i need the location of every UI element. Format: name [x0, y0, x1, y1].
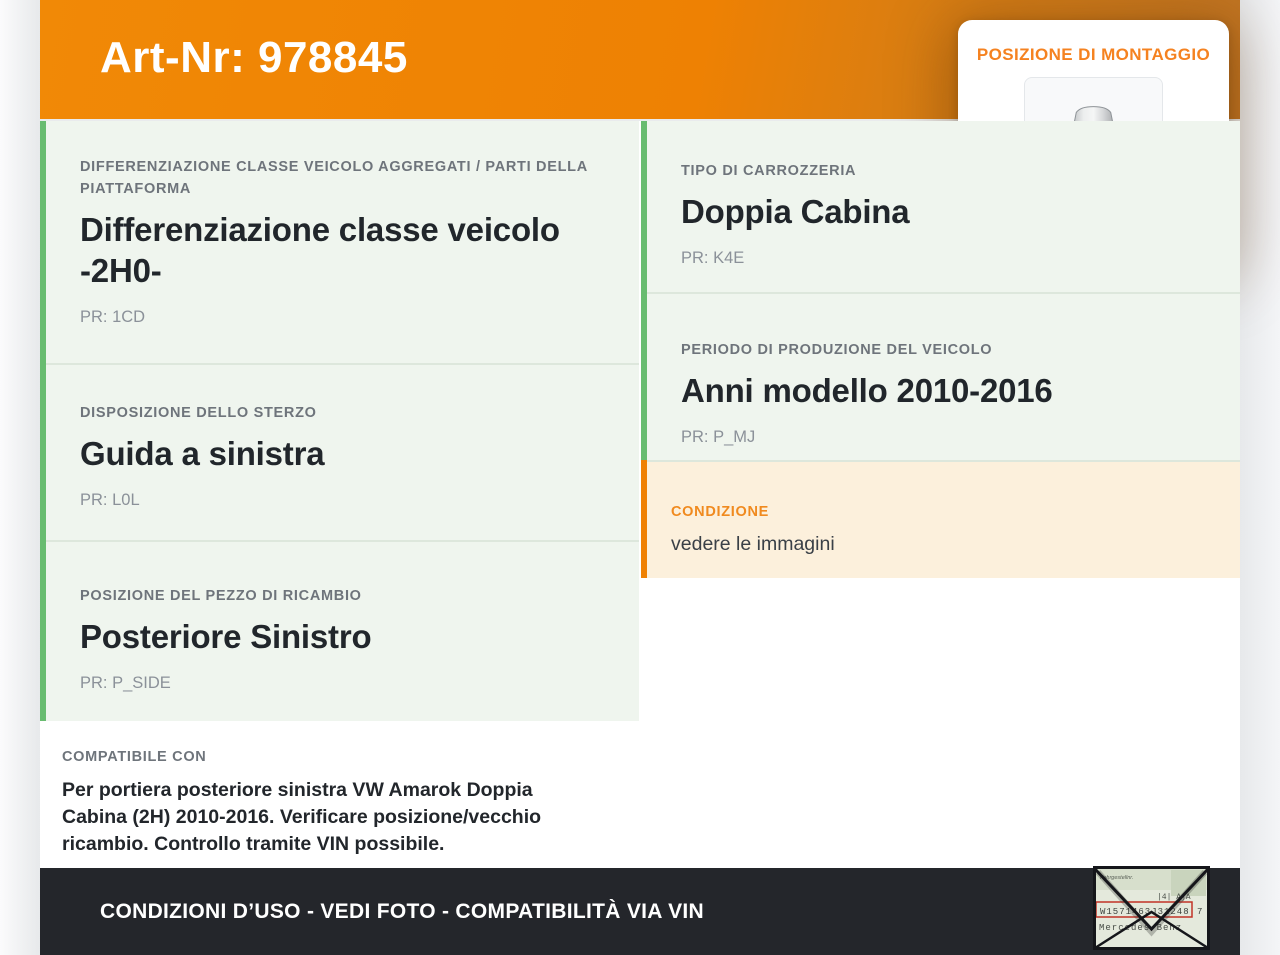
- condition-card: [641, 460, 1240, 578]
- stamp-doc-label: Fahrgestellnr.: [1100, 875, 1134, 881]
- spec-card-steering: [40, 363, 639, 540]
- spec-pr-code: PR: K4E: [681, 248, 745, 267]
- condition-label: CONDIZIONE: [671, 504, 770, 520]
- spec-pr-code: PR: 1CD: [80, 308, 146, 327]
- spec-pr-code: PR: L0L: [80, 490, 140, 509]
- compatibility-label: COMPATIBILE CON: [62, 749, 207, 765]
- spec-card-body-type: [641, 121, 1240, 292]
- spec-card-platform-differentiation: [40, 121, 639, 363]
- left-column: [40, 121, 639, 868]
- compatibility-card: [40, 721, 639, 868]
- spec-card-production-period: [641, 292, 1240, 460]
- spec-value: Guida a sinistra: [80, 434, 325, 472]
- spec-label: POSIZIONE DEL PEZZO DI RICAMBIO: [80, 588, 362, 604]
- listing-page: [40, 0, 1240, 955]
- mounting-position-title: POSIZIONE DI MONTAGGIO: [976, 45, 1211, 64]
- spec-value: Anni modello 2010-2016: [681, 371, 1053, 409]
- stamp-vin-suffix: 7: [1197, 907, 1203, 917]
- spec-pr-code: PR: P_SIDE: [80, 673, 171, 692]
- footer-notice: CONDIZIONI D’USO - VEDI FOTO - COMPATIBILITÀ VIA VIN: [100, 899, 704, 923]
- compatibility-text: Per portiera posteriore sinistra VW Amarok Doppia Cabina (2H) 2010-2016. Verificare posizione/vecchio ricambio. Controllo tramite VIN possibile.: [62, 778, 542, 856]
- stamp-vin: W1571463J31248: [1100, 907, 1190, 917]
- spec-value: Doppia Cabina: [681, 192, 910, 230]
- spec-label: DISPOSIZIONE DELLO STERZO: [80, 405, 317, 421]
- envelope-over-registration-document-icon: [1093, 866, 1210, 950]
- right-column-filler: [641, 578, 1240, 868]
- stamp-brand: Mercedes-Benz: [1099, 923, 1183, 933]
- spec-card-part-position: [40, 540, 639, 721]
- footer-bar: [40, 868, 1240, 955]
- spec-value: Posteriore Sinistro: [80, 617, 372, 655]
- spec-pr-code: PR: P_MJ: [681, 427, 756, 446]
- spec-value: Differenziazione classe veicolo -2H0-: [80, 210, 560, 290]
- vin-document-stamp: [1093, 866, 1210, 950]
- condition-value: vedere le immagini: [671, 532, 835, 555]
- article-number-title: Art-Nr: 978845: [100, 32, 408, 82]
- spec-label: DIFFERENZIAZIONE CLASSE VEICOLO AGGREGATI / PARTI DELLA PIATTAFORMA: [80, 159, 588, 197]
- spec-label: TIPO DI CARROZZERIA: [681, 163, 857, 179]
- right-column: [641, 121, 1240, 868]
- spec-label: PERIODO DI PRODUZIONE DEL VEICOLO: [681, 342, 993, 358]
- stamp-doc-code: |4| AjA: [1157, 893, 1191, 902]
- spec-columns: [40, 121, 1240, 868]
